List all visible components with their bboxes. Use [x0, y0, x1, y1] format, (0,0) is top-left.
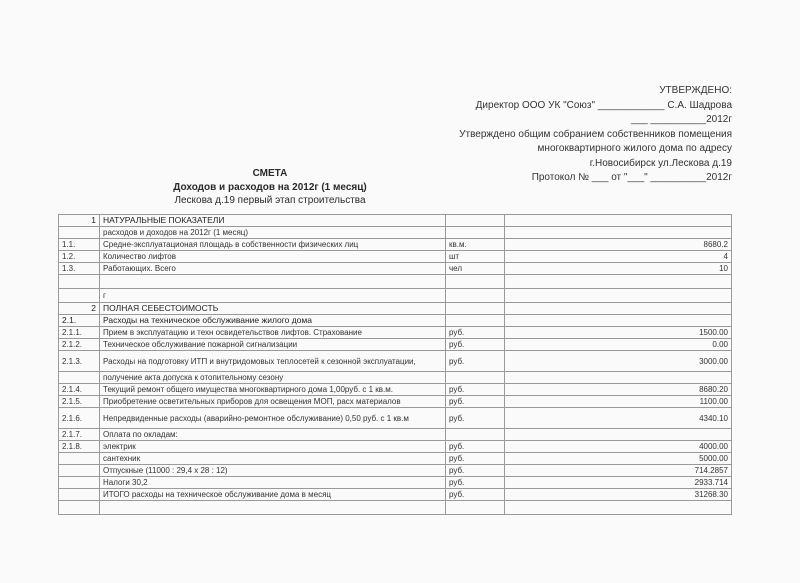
budget-table [58, 214, 732, 515]
row-value: 8680.2 [505, 239, 732, 251]
row-unit: шт [446, 251, 505, 263]
row-value: 31268.30 [505, 489, 732, 501]
row-number: 2.1.3. [59, 351, 100, 372]
row-value [505, 303, 732, 315]
row-unit [446, 303, 505, 315]
row-unit: руб. [446, 351, 505, 372]
row-unit [446, 275, 505, 289]
row-value: 4340.10 [505, 408, 732, 429]
row-number [59, 275, 100, 289]
table-row [59, 408, 732, 429]
row-number [59, 489, 100, 501]
row-name: сантехник [100, 453, 446, 465]
row-value: 714.2857 [505, 465, 732, 477]
row-number: 1.1. [59, 239, 100, 251]
table-row [59, 215, 732, 227]
row-unit: руб. [446, 465, 505, 477]
approval-block [459, 84, 732, 186]
row-value: 8680.20 [505, 384, 732, 396]
table-row [59, 239, 732, 251]
table-row [59, 429, 732, 441]
table-row [59, 441, 732, 453]
row-number [59, 477, 100, 489]
row-name: Работающих. Всего [100, 263, 446, 275]
row-name: Средне-эксплуатационая площадь в собственности физических лиц [100, 239, 446, 251]
protocol-line: Протокол № ___ от "___" __________2012г [531, 172, 732, 183]
row-value [505, 215, 732, 227]
row-number: 1.3. [59, 263, 100, 275]
row-name: Количество лифтов [100, 251, 446, 263]
table-row [59, 465, 732, 477]
row-value [505, 501, 732, 515]
meeting-approval-line-1: Утверждено общим собранием собственников помещения [459, 128, 732, 140]
table-row [59, 489, 732, 501]
table-row [59, 339, 732, 351]
row-name: Расходы на техническое обслуживание жилого дома [100, 315, 446, 327]
row-number [59, 289, 100, 303]
row-name: Прием в эксплуатацию и техн освидетельствов лифтов. Страхование [100, 327, 446, 339]
row-unit: руб. [446, 384, 505, 396]
row-value: 10 [505, 263, 732, 275]
table-row [59, 251, 732, 263]
row-unit [446, 215, 505, 227]
row-value [505, 372, 732, 384]
row-unit: руб. [446, 408, 505, 429]
row-number: 2.1.1. [59, 327, 100, 339]
row-name: Приобретение осветительных приборов для освещения МОП, расх материалов [100, 396, 446, 408]
table-row [59, 501, 732, 515]
table-row [59, 453, 732, 465]
row-value: 4000.00 [505, 441, 732, 453]
table-row [59, 384, 732, 396]
row-name: расходов и доходов на 2012г (1 месяц) [100, 227, 446, 239]
director-signature-line: Директор ООО УК "Союз" ____________ С.А. Шадрова [475, 99, 732, 111]
title-line-1: СМЕТА [252, 168, 288, 179]
table-row [59, 396, 732, 408]
row-number: 2.1.8. [59, 441, 100, 453]
row-name: НАТУРАЛЬНЫЕ ПОКАЗАТЕЛИ [100, 215, 446, 227]
row-name: электрик [100, 441, 446, 453]
row-number: 2.1.6. [59, 408, 100, 429]
row-unit: руб. [446, 477, 505, 489]
row-number: 2.1. [59, 315, 100, 327]
row-unit [446, 501, 505, 515]
meeting-approval-line-3: г.Новосибирск ул.Лескова д.19 [589, 157, 732, 169]
row-number: 2.1.7. [59, 429, 100, 441]
table-row [59, 263, 732, 275]
table-row [59, 289, 732, 303]
row-name: ПОЛНАЯ СЕБЕСТОИМОСТЬ [100, 303, 446, 315]
row-number [59, 465, 100, 477]
row-unit: руб. [446, 489, 505, 501]
table-row [59, 327, 732, 339]
row-value [505, 429, 732, 441]
row-name [100, 501, 446, 515]
row-value [505, 227, 732, 239]
document-title [130, 167, 410, 208]
row-value [505, 275, 732, 289]
row-name: г [100, 289, 446, 303]
row-name: Отпускные (11000 : 29,4 х 28 : 12) [100, 465, 446, 477]
title-line-2: Доходов и расходов на 2012г (1 месяц) [173, 181, 367, 193]
row-number: 2.1.4. [59, 384, 100, 396]
table-row [59, 315, 732, 327]
row-name: Налоги 30,2 [100, 477, 446, 489]
row-number: 2.1.2. [59, 339, 100, 351]
row-unit: кв.м. [446, 239, 505, 251]
row-name: получение акта допуска к отопительному сезону [100, 372, 446, 384]
meeting-approval-line-2: многоквартирного жилого дома по адресу [537, 143, 732, 154]
row-number: 2 [59, 303, 100, 315]
row-value: 5000.00 [505, 453, 732, 465]
row-value: 1500.00 [505, 327, 732, 339]
row-value [505, 315, 732, 327]
row-name: ИТОГО расходы на техническое обслуживание дома в месяц [100, 489, 446, 501]
row-unit [446, 429, 505, 441]
row-number [59, 453, 100, 465]
table-row [59, 275, 732, 289]
approval-heading: УТВЕРЖДЕНО: [659, 85, 732, 96]
row-unit [446, 289, 505, 303]
row-unit [446, 372, 505, 384]
table-row [59, 372, 732, 384]
row-value: 0.00 [505, 339, 732, 351]
row-number [59, 501, 100, 515]
row-value: 1100.00 [505, 396, 732, 408]
row-unit: руб. [446, 339, 505, 351]
title-line-3: Лескова д.19 первый этап строительства [174, 195, 366, 206]
row-unit [446, 315, 505, 327]
row-unit: чел [446, 263, 505, 275]
row-name: Текущий ремонт общего имущества многоквартирного дома 1,00руб. с 1 кв.м. [100, 384, 446, 396]
table-row [59, 477, 732, 489]
row-number: 2.1.5. [59, 396, 100, 408]
approval-date-line: ___ __________2012г [631, 114, 732, 125]
row-name: Непредвиденные расходы (аварийно-ремонтное обслуживание) 0,50 руб. с 1 кв.м [100, 408, 446, 429]
row-number: 1 [59, 215, 100, 227]
row-value [505, 289, 732, 303]
row-name: Расходы на подготовку ИТП и внутридомовых теплосетей к сезонной эксплуатации, [100, 351, 446, 372]
table-row [59, 227, 732, 239]
row-name: Техническое обслуживание пожарной сигнализации [100, 339, 446, 351]
row-unit: руб. [446, 327, 505, 339]
table-row [59, 303, 732, 315]
row-name: Оплата по окладам: [100, 429, 446, 441]
table-row [59, 351, 732, 372]
row-value: 4 [505, 251, 732, 263]
row-unit: руб. [446, 441, 505, 453]
row-value: 3000.00 [505, 351, 732, 372]
row-value: 2933.714 [505, 477, 732, 489]
row-unit [446, 227, 505, 239]
row-number [59, 227, 100, 239]
row-number [59, 372, 100, 384]
row-number: 1.2. [59, 251, 100, 263]
row-unit: руб. [446, 453, 505, 465]
row-unit: руб. [446, 396, 505, 408]
row-name [100, 275, 446, 289]
